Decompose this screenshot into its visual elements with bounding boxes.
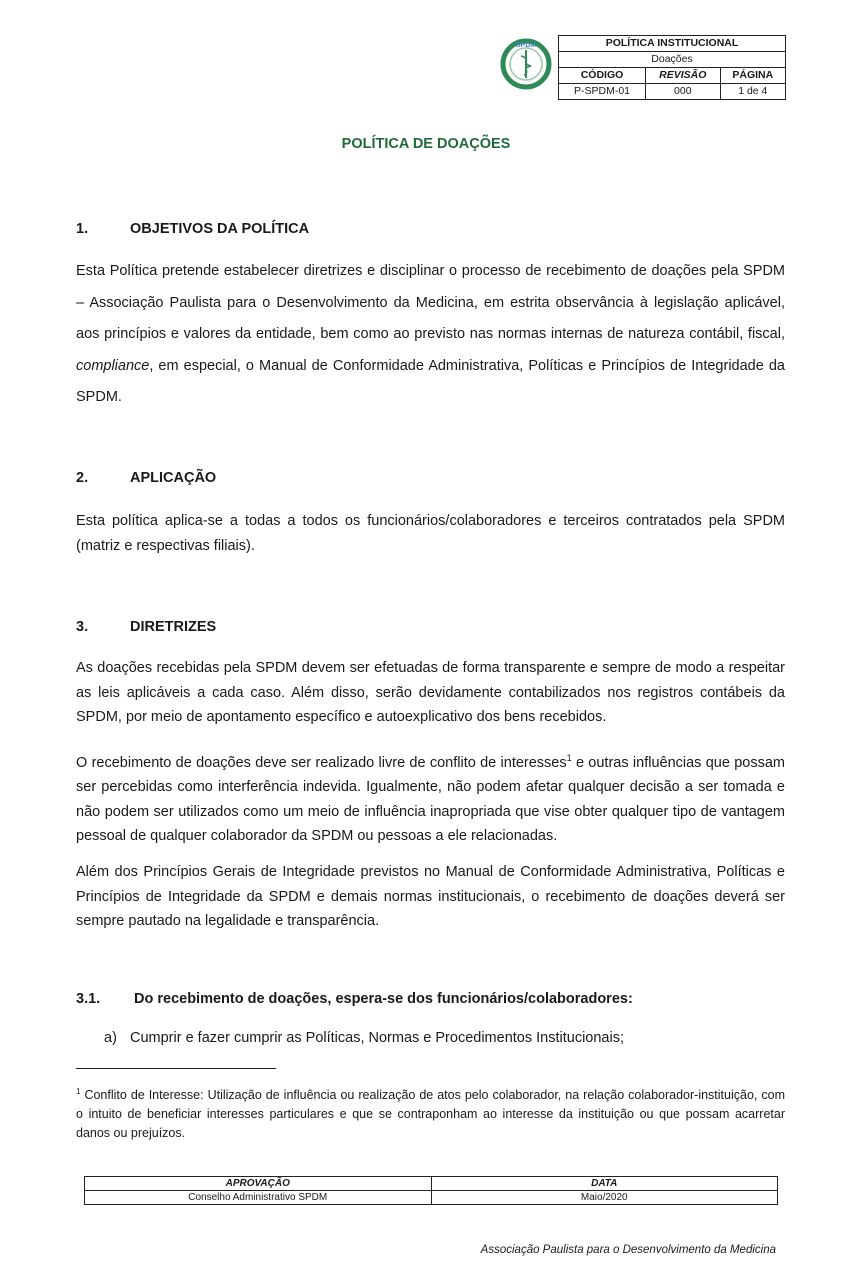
footnote-reference[interactable]: 1 <box>566 753 572 763</box>
header-pagina: 1 de 4 <box>720 84 785 100</box>
section-title: DIRETRIZES <box>130 619 217 635</box>
header-codigo: P-SPDM-01 <box>559 84 646 100</box>
paragraph-text: Esta Política pretende estabelecer diretrizes e disciplinar o processo de recebimento de doações pela SPDM – Associação Paulista para o Desenvolvimento da Medicina, em estrita observância à legislação aplicável, aos princípios e valores da entidade, bem como ao previsto nas normas internas de natureza contábil, fiscal, <box>76 263 785 342</box>
header-col-codigo: CÓDIGO <box>559 68 646 84</box>
subsection-title: Do recebimento de doações, espera-se dos funcionários/colaboradores: <box>134 991 633 1007</box>
list-marker: a) <box>104 1030 117 1046</box>
section-3-paragraph-1: As doações recebidas pela SPDM devem ser efetuadas de forma transparente e sempre de modo a respeitar as leis aplicáveis a cada caso. Além disso, serão devidamente contabilizados nos registros contábeis da SPDM, por meio de apontamento específico e autoexplicativo dos bens recebidos. <box>76 660 785 725</box>
date-value: Maio/2020 <box>431 1191 778 1205</box>
paragraph-text: , em especial, o Manual de Conformidade Administrativa, Políticas e Princípios de Integridade da SPDM. <box>76 357 785 405</box>
spdm-logo <box>500 38 552 90</box>
list-item-text: Cumprir e fazer cumprir as Políticas, Normas e Procedimentos Institucionais; <box>130 1030 624 1046</box>
list-item <box>104 1030 624 1046</box>
subsection-number: 3.1. <box>76 991 101 1007</box>
approval-value: Conselho Administrativo SPDM <box>85 1191 432 1205</box>
section-1-heading <box>76 221 309 237</box>
header-subtitle: Doações <box>559 52 786 68</box>
section-1-paragraph <box>76 256 785 414</box>
section-2-heading <box>76 470 216 486</box>
subsection-3-1-heading <box>76 991 633 1007</box>
logo-text: SPDM <box>515 42 537 49</box>
section-number: 2. <box>76 470 89 486</box>
paragraph-text: O recebimento de doações deve ser realizado livre de conflito de interesses <box>76 754 567 771</box>
section-3-heading <box>76 619 216 635</box>
footer-organization: Associação Paulista para o Desenvolvimento da Medicina <box>480 1244 776 1256</box>
document-title: POLÍTICA DE DOAÇÕES <box>341 136 511 152</box>
header-col-revisao: REVISÃO <box>646 68 721 84</box>
footnote-text: Conflito de Interesse: Utilização de influência ou realização de atos pelo colaborador, na relação colaborador-instituição, com o intuito de beneficiar interesses particulares e que se contraponham ao interesse da instituição ou que possam acarretar danos ou prejuízos. <box>76 1088 785 1141</box>
header-revisao: 000 <box>646 84 721 100</box>
section-title: OBJETIVOS DA POLÍTICA <box>130 221 310 237</box>
footnote <box>76 1082 785 1143</box>
footnote-divider <box>76 1068 276 1069</box>
paragraph-italic: compliance <box>76 357 150 374</box>
approval-table <box>84 1176 778 1205</box>
header-col-pagina: PÁGINA <box>720 68 785 84</box>
document-header-table <box>558 35 786 100</box>
header-title: POLÍTICA INSTITUCIONAL <box>559 36 786 52</box>
date-col-header: DATA <box>431 1177 778 1191</box>
section-3-paragraph-3: Além dos Princípios Gerais de Integridade previstos no Manual de Conformidade Administrativa, Políticas e Princípios de Integridade da SPDM e demais normas institucionais, o recebimento de doações deverá ser sempre pautado na legalidade e transparência. <box>76 864 785 929</box>
approval-col-header: APROVAÇÃO <box>85 1177 432 1191</box>
footnote-marker: 1 <box>76 1087 81 1096</box>
section-number: 3. <box>76 619 89 635</box>
section-number: 1. <box>76 221 89 237</box>
section-2-paragraph: Esta política aplica-se a todas a todos os funcionários/colaboradores e terceiros contratados pela SPDM (matriz e respectivas filiais). <box>76 513 785 554</box>
section-3-paragraph-2 <box>76 746 785 849</box>
paragraph-text: e outras influências que possam ser percebidas como interferência indevida. Igualmente, não podem afetar qualquer decisão a ser tomada e não podem ser utilizados como um meio de influência inapropriada que vise obter qualquer tipo de vantagem pessoal de qualquer colaborador da SPDM ou pessoas a ele relacionadas. <box>76 754 785 845</box>
section-title: APLICAÇÃO <box>130 470 217 486</box>
